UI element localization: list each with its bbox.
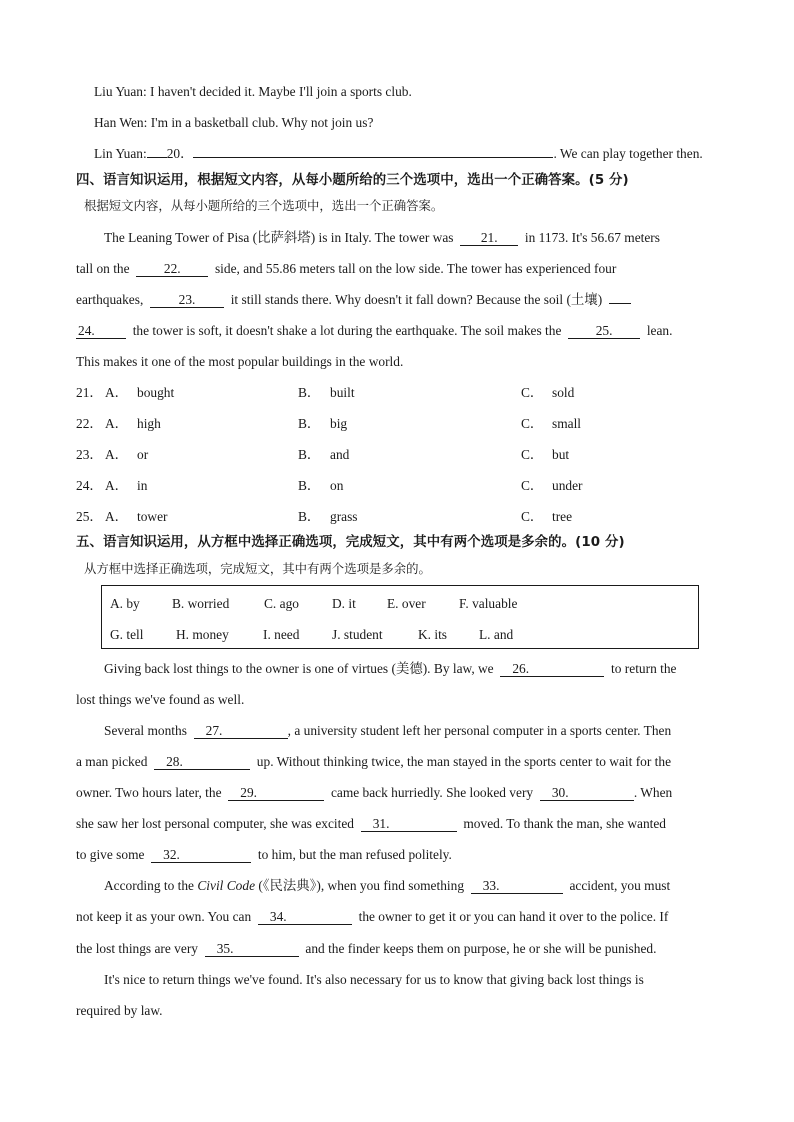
word-option: K. its [418, 627, 448, 642]
option-c-letter: C． [521, 385, 544, 400]
passage-5-line-3 [104, 723, 671, 739]
option-b-letter: B． [298, 447, 321, 462]
passage-text: up. Without thinking twice, the man stayed in the sports center to wait for the [256, 754, 672, 769]
blank-25[interactable]: 25. [568, 324, 640, 339]
passage-text: to return the [611, 661, 677, 676]
section-4-instruction: 根据短文内容，从每小题所给的三个选项中，选出一个正确答案。 [84, 198, 444, 213]
option-b-letter: B． [298, 509, 321, 524]
passage-text: According to the [104, 878, 194, 893]
passage-text: , a university student left her personal computer in a sports center. Then [287, 723, 672, 738]
passage-5-line-12: required by law. [76, 1003, 163, 1018]
section-5-heading: 五、语言知识运用，从方框中选择正确选项，完成短文，其中有两个选项是多余的。(10 分) [76, 535, 625, 550]
option-a[interactable]: or [137, 447, 149, 462]
passage-5-line-10 [76, 941, 656, 957]
blank-20[interactable] [193, 157, 553, 158]
blank-27[interactable]: 27. [194, 724, 288, 739]
word-option: I. need [263, 627, 300, 642]
blank-34[interactable]: 34. [258, 910, 352, 925]
blank-31[interactable]: 31. [361, 817, 457, 832]
option-c-letter: C． [521, 447, 544, 462]
blank-24[interactable]: 24. [76, 324, 126, 339]
option-b[interactable]: and [330, 447, 350, 462]
blank-20-lead[interactable] [147, 157, 167, 158]
option-c[interactable]: small [552, 416, 582, 431]
question-number: 22． [76, 416, 103, 431]
passage-text: . When [633, 785, 673, 800]
blank-22[interactable]: 22. [136, 262, 208, 277]
question-number: 21． [76, 385, 103, 400]
blank-26[interactable]: 26. [500, 662, 604, 677]
passage-4-line-1 [104, 230, 660, 246]
word-option: F. valuable [459, 596, 518, 611]
dialogue-text: . We can play together then. [553, 146, 703, 161]
option-a-letter: A． [105, 385, 129, 400]
option-a-letter: A． [105, 416, 129, 431]
section-5-instruction: 从方框中选择正确选项，完成短文，其中有两个选项是多余的。 [84, 561, 431, 576]
passage-text: not keep it as your own. You can [76, 909, 252, 924]
blank-32[interactable]: 32. [151, 848, 251, 863]
word-option: L. and [479, 627, 514, 642]
option-c[interactable]: tree [552, 509, 573, 524]
passage-text: side, and 55.86 meters tall on the low side. The tower has experienced four [214, 261, 617, 276]
option-b[interactable]: on [330, 478, 344, 493]
blank-24-lead[interactable] [609, 303, 631, 304]
passage-text: (《民法典》), when you find something [255, 878, 465, 893]
option-b-letter: B． [298, 478, 321, 493]
passage-text: to him, but the man refused politely. [257, 847, 452, 862]
section-4-heading: 四、语言知识运用，根据短文内容，从每小题所给的三个选项中，选出一个正确答案。(5 分) [76, 173, 629, 188]
passage-text: The Leaning Tower of Pisa (比萨斜塔) is in Italy. The tower was [104, 230, 454, 245]
word-bank-box [101, 585, 699, 649]
word-option: A. by [110, 596, 140, 611]
option-c[interactable]: under [552, 478, 583, 493]
passage-5-line-8 [104, 878, 670, 894]
option-a-letter: A． [105, 509, 129, 524]
word-option: B. worried [172, 596, 230, 611]
word-option: J. student [332, 627, 383, 642]
option-c-letter: C． [521, 509, 544, 524]
passage-5-line-7 [76, 847, 452, 863]
passage-text: in 1173. It's 56.67 meters [524, 230, 660, 245]
passage-5-line-2: lost things we've found as well. [76, 692, 245, 707]
speaker-label: Han Wen: [94, 115, 148, 130]
option-c-letter: C． [521, 416, 544, 431]
option-a-letter: A． [105, 478, 129, 493]
dialogue-line-1 [94, 84, 412, 100]
passage-text: Several months [104, 723, 187, 738]
blank-20-number: 20． [166, 146, 194, 161]
passage-4-line-5: This makes it one of the most popular buildings in the world. [76, 354, 404, 369]
passage-5-line-6 [76, 816, 666, 832]
blank-33[interactable]: 33. [471, 879, 563, 894]
blank-28[interactable]: 28. [154, 755, 250, 770]
blank-30[interactable]: 30. [540, 786, 634, 801]
passage-5-line-4 [76, 754, 671, 770]
passage-text: it still stands there. Why doesn't it fall down? Because the soil (土壤) [230, 292, 603, 307]
passage-text: to give some [76, 847, 145, 862]
dialogue-text: I'm in a basketball club. Why not join us? [147, 115, 374, 130]
passage-text: accident, you must [569, 878, 671, 893]
option-b[interactable]: built [330, 385, 355, 400]
passage-text: and the finder keeps them on purpose, he or she will be punished. [305, 941, 657, 956]
passage-text: moved. To thank the man, she wanted [463, 816, 666, 831]
passage-text: a man picked [76, 754, 148, 769]
word-option: G. tell [110, 627, 144, 642]
passage-4-line-2 [76, 261, 616, 277]
option-c-letter: C． [521, 478, 544, 493]
option-b[interactable]: big [330, 416, 348, 431]
speaker-label: Lin Yuan: [94, 146, 147, 161]
blank-35[interactable]: 35. [205, 942, 299, 957]
option-c[interactable]: sold [552, 385, 575, 400]
passage-text: tall on the [76, 261, 130, 276]
option-b[interactable]: grass [330, 509, 358, 524]
passage-text: the lost things are very [76, 941, 198, 956]
passage-text: earthquakes, [76, 292, 144, 307]
passage-5-line-1 [104, 661, 677, 677]
dialogue-line-3 [94, 146, 703, 162]
passage-text: Giving back lost things to the owner is one of virtues (美德). By law, we [104, 661, 494, 676]
option-a[interactable]: high [137, 416, 161, 431]
option-a[interactable]: bought [137, 385, 175, 400]
passage-5-line-5 [76, 785, 672, 801]
word-option: C. ago [264, 596, 299, 611]
passage-text: she saw her lost personal computer, she was excited [76, 816, 354, 831]
passage-5-line-11: It's nice to return things we've found. It's also necessary for us to know that giving back lost things is [104, 972, 644, 987]
passage-4-line-4 [76, 323, 672, 339]
question-number: 23． [76, 447, 103, 462]
dialogue-text: I haven't decided it. Maybe I'll join a sports club. [146, 84, 412, 99]
question-number: 24． [76, 478, 103, 493]
blank-23[interactable]: 23. [150, 293, 224, 308]
blank-21[interactable]: 21. [460, 231, 518, 246]
option-a[interactable]: tower [137, 509, 168, 524]
option-a[interactable]: in [137, 478, 148, 493]
option-b-letter: B． [298, 385, 321, 400]
civil-code-title: Civil Code [197, 878, 256, 893]
passage-text: came back hurriedly. She looked very [330, 785, 534, 800]
option-a-letter: A． [105, 447, 129, 462]
blank-29[interactable]: 29. [228, 786, 324, 801]
word-option: E. over [387, 596, 426, 611]
option-c[interactable]: but [552, 447, 570, 462]
option-b-letter: B． [298, 416, 321, 431]
passage-text: the tower is soft, it doesn't shake a lot during the earthquake. The soil makes the [132, 323, 562, 338]
word-option: D. it [332, 596, 356, 611]
passage-text: lean. [646, 323, 673, 338]
passage-text: owner. Two hours later, the [76, 785, 222, 800]
passage-text: the owner to get it or you can hand it over to the police. If [358, 909, 669, 924]
word-option: H. money [176, 627, 229, 642]
passage-4-line-3 [76, 292, 631, 308]
question-number: 25． [76, 509, 103, 524]
passage-5-line-9 [76, 909, 668, 925]
speaker-label: Liu Yuan: [94, 84, 147, 99]
dialogue-line-2 [94, 115, 373, 131]
